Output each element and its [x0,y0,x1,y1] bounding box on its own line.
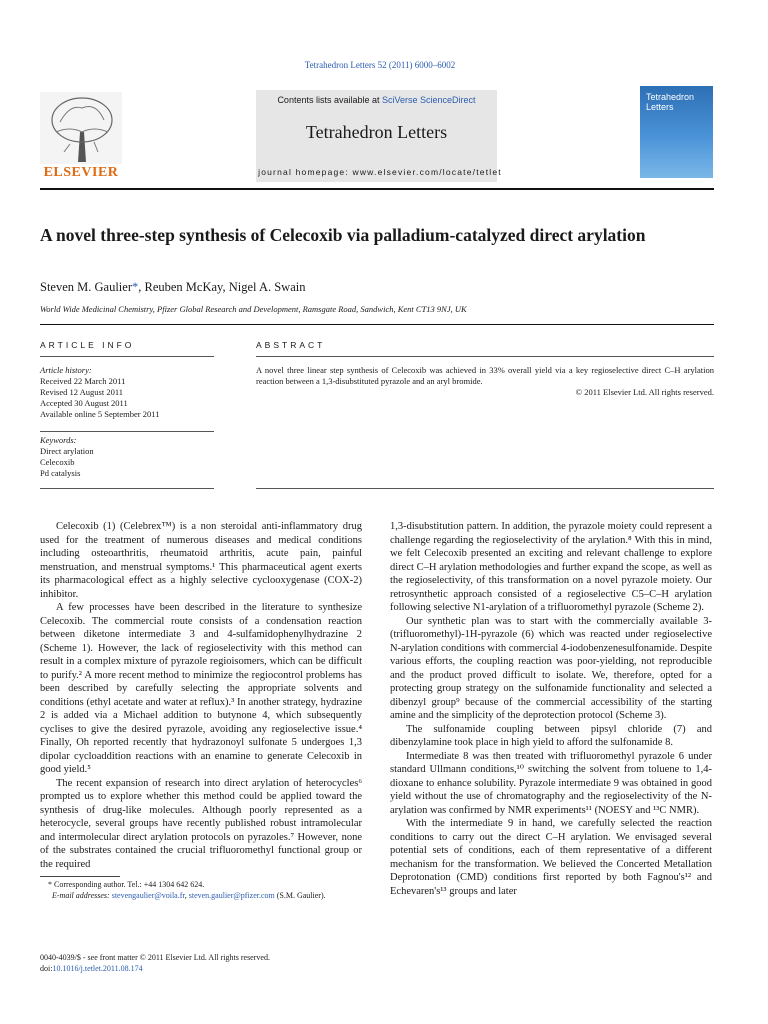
affiliation: World Wide Medicinal Chemistry, Pfizer Global Research and Development, Ramsgate Road, Sandwich, Kent CT13 9NJ, UK [40,304,467,314]
abstract-rule [256,356,714,357]
paragraph: Our synthetic plan was to start with the commercially available 3-(trifluoromethyl)-1H-pyrazole (6) which was reacted under regioselective N-arylation conditions with commercial 4-iodobenzenesulfonamide. Despite various efforts, the coupling reaction was poor-yielding, not reproducible and the product proved difficult to isolate. We, therefore, opted for a protecting group strategy on the sulfonamide functionality and selected a dibenzyl group⁹ because of the commercial accessibility of the starting amine and the simplicity of the deprotection protocol (Scheme 3). [390,615,712,721]
body-column-left [40,520,362,871]
journal-homepage-link[interactable]: journal homepage: www.elsevier.com/locate/tetlet [258,167,502,177]
info-rule [40,356,214,357]
title-rule [40,324,714,325]
footnote-rule [40,876,120,877]
article-info-heading: ARTICLE INFO [40,340,135,350]
history-label: Article history: [40,365,92,375]
paragraph: Celecoxib (1) (Celebrex™) is a non steroidal anti-inflammatory drug used for the treatment of numerous diseases and medical conditions including osteoarthritis, rheumatoid arthritis, acute pain, painful menstruation, and menstrual symptoms.¹ This pharmaceutical agent exerts its pharmacological effect as a highly selective cyclooxygenase (COX-2) inhibitor. [40,521,362,600]
abstract-text: A novel three linear step synthesis of Celecoxib was achieved in 33% overall yield via a key regioselective direct C–H arylation reaction between a 1,3-disubstituted pyrazole and an aryl bromide. [256,365,714,386]
history-online: Available online 5 September 2011 [40,409,160,419]
footnotes [40,880,362,901]
keywords [40,435,214,479]
publisher-name: ELSEVIER [43,165,119,180]
cover-title-line1: Tetrahedron [646,92,695,102]
paragraph: With the intermediate 9 in hand, we carefully selected the reaction conditions to carry out the direct C–H arylation. We envisaged several potential sets of conditions, each of them representative of a different mechanism for the transformation. We believed the Concerted Metallation Deprotonation (CMD) conditions first reported by both Fagnou's¹² and Echevaren's¹³ groups and later [390,818,712,897]
email-suffix: (S.M. Gaulier). [274,890,326,900]
email-label: E-mail addresses: [52,890,112,900]
email-link-1[interactable]: stevengaulier@voila.fr [111,890,185,900]
paper-title: A novel three-step synthesis of Celecoxib via palladium-catalyzed direct arylation [40,225,646,245]
citation-link[interactable]: Tetrahedron Letters 52 (2011) 6000–6002 [304,60,456,70]
article-history [40,365,214,420]
history-accepted: Accepted 30 August 2011 [40,398,128,408]
keyword-1: Direct arylation [40,446,94,456]
paragraph: Intermediate 8 was then treated with trifluoromethyl pyrazole 6 under standard Ullmann conditions,¹⁰ switching the solvent from toluene to 1,4-dioxane to enhance solubility. Pyrazole intermediate 9 was obtained in good yield without the use of chromatography and the regioselectivity of the N-arylation was confirmed by NMR experiments¹¹ (NOESY and ¹³C NMR). [390,750,712,816]
author-3: Nigel A. Swain [228,280,306,294]
body-column-right [390,520,712,898]
history-revised: Revised 12 August 2011 [40,387,124,397]
corresponding-author-note: * Corresponding author. Tel.: +44 1304 642 624. [48,880,205,889]
info-rule-2 [40,431,214,432]
corresponding-author-mark[interactable]: * [132,280,139,294]
contents-line [256,95,497,105]
sciencedirect-link[interactable]: SciVerse ScienceDirect [382,95,476,105]
author-2: Reuben McKay [144,280,223,294]
journal-title: Tetrahedron Letters [305,122,448,142]
abstract-rule-2 [256,488,714,489]
header-rule [40,188,714,190]
abstract-heading: ABSTRACT [256,340,326,350]
contents-prefix: Contents lists available at [277,95,382,105]
cover-title [646,92,710,112]
abstract-text-block [256,365,714,398]
info-rule-3 [40,488,214,489]
doi-label: doi: [40,964,53,973]
paragraph: The recent expansion of research into direct arylation of heterocycles⁶ prompted us to explore whether this method could be applied toward the synthesis of drug-like molecules. Although poorly represented as a heterocycle, several groups have recently published robust intramolecular and intermolecular direct arylation protocols on pyrazoles.⁷ However, none of the substrates contained the crucial trifluoromethyl functional group or the required [40,777,362,870]
cover-title-line2: Letters [646,102,674,112]
front-matter [40,952,370,974]
paragraph: 1,3-disubstitution pattern. In addition, the pyrazole moiety could represent a challenge regarding the regioselectivity of the arylation.⁸ With this in mind, we felt Celecoxib presented an exciting and relevant challenge to explore direct C–H arylation methodologies and further expand the scope, as well as the regioselectivity, of this transformation on a novel pyrazole moiety. Our retrosynthetic approach consisted of a regioselective C5–C–H arylation following selective N1-arylation of a trifluoromethyl pyrazole (Scheme 2). [390,521,712,613]
doi-link[interactable]: 10.1016/j.tetlet.2011.08.174 [52,964,143,973]
paragraph: A few processes have been described in the literature to synthesize Celecoxib. The commercial route consists of a condensation reaction between diketone intermediate 3 and 4-sulfamidophenylhydrazine 2 (Scheme 1). However, the lack of regioselectivity with this method can result in a complex mixture of pyrazole regioisomers, which can be difficult to purify.² A more recent method to minimize the regiocontrol problems has been described by carefully selecting the appropriate solvents and conditions (ethyl acetate and water at reflux).³ In another strategy, hydrazine 2 is added via a Michael addition to butynone 4, which subsequently cyclises to give the desired pyrazole, avoiding any regioselective issue.⁴ Finally, Oh reported recently that hydrazonoyl sulfonate 5 undergoes 1,3 dipolar cycloaddition reactions with an enamine to generate Celecoxib in good yield.⁵ [40,602,362,775]
history-received: Received 22 March 2011 [40,376,126,386]
doi-line [40,963,370,974]
email-separator: , [184,890,189,900]
email-link-2[interactable]: steven.gaulier@pfizer.com [188,890,275,900]
abstract-copyright: © 2011 Elsevier Ltd. All rights reserved. [575,387,714,397]
author-1: Steven M. Gaulier [40,280,132,294]
author-list: Steven M. Gaulier*, Reuben McKay, Nigel A. Swain [40,280,306,294]
keyword-2: Celecoxib [40,457,75,467]
keywords-label: Keywords: [40,435,77,445]
issn-line: 0040-4039/$ - see front matter © 2011 Elsevier Ltd. All rights reserved. [40,953,270,962]
email-note [40,891,362,902]
paragraph: The sulfonamide coupling between pipsyl chloride (7) and dibenzylamine took place in high yield to afford the sulfonamide 8. [390,723,712,748]
keyword-3: Pd catalysis [40,468,81,478]
